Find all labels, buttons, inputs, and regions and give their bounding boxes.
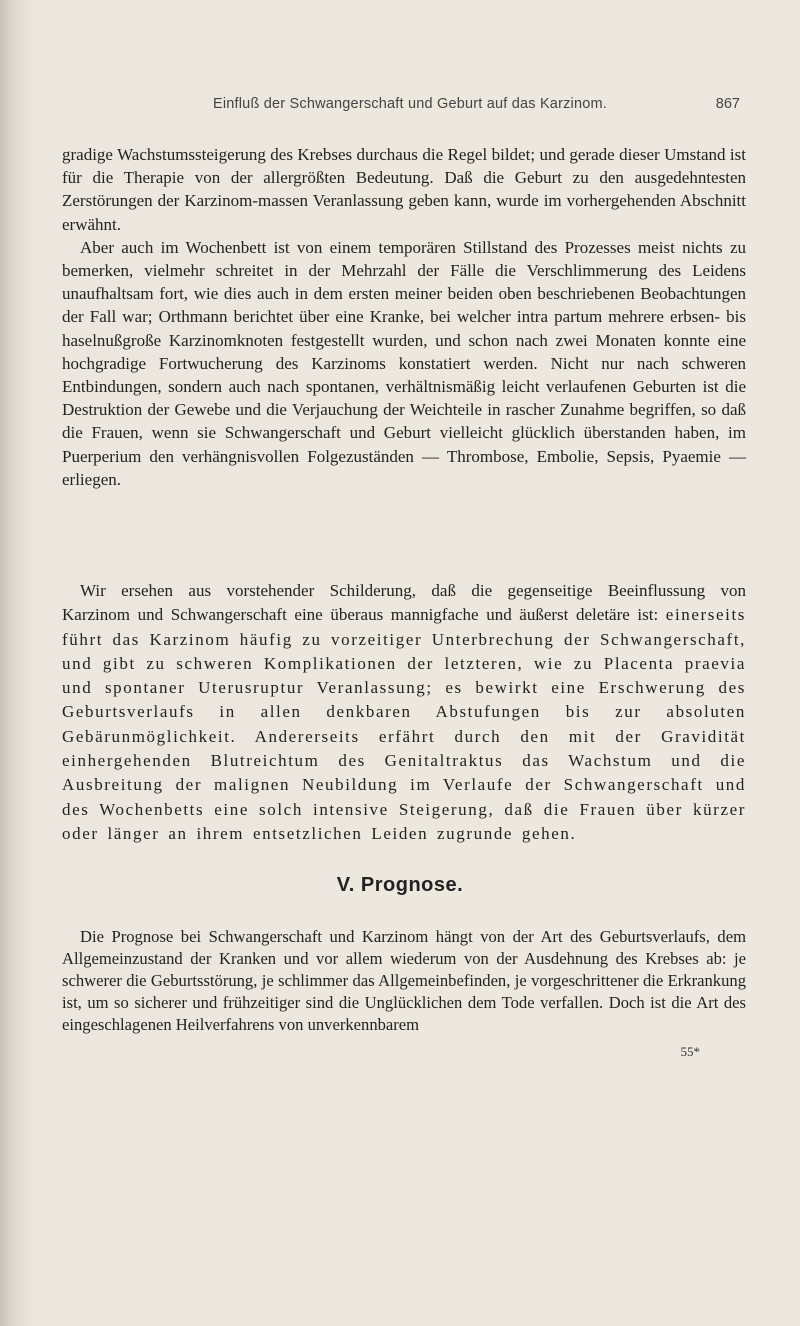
section-heading: V. Prognose. [336, 874, 464, 896]
text-block-prognose [62, 926, 746, 1036]
paragraph-prognose: Die Prognose bei Schwangerschaft und Karzinom hängt von der Art des Geburtsverlaufs, dem Allgemeinzustand der Kranken und vor allem wiederum von der Ausdehnung des Krebses ab: je schwerer die Geburtsstörung, je schlimmer das Allgemeinbefinden, je vorgeschrittener die Erkrankung ist, um so sicherer und frühzeitiger sind die Unglücklichen dem Tode verfallen. Doch ist die Art des eingeschlagenen Heilverfahrens von unverkennbarem [62, 927, 746, 1034]
paragraph-summary [62, 579, 746, 846]
text-block-continuation [62, 143, 746, 491]
paragraph-wochenbett: Aber auch im Wochenbett ist von einem temporären Stillstand des Prozesses meist nichts zu bemerken, vielmehr schreitet in der Mehrzahl der Fälle die Verschlimmerung des Leidens unaufhaltsam fort, wie dies auch in dem ersten meiner beiden oben beschriebenen Beobachtungen der Fall war; Orthmann berichtet über eine Kranke, bei welcher intra partum mehrere erbsen- bis haselnußgroße Karzinomknoten festgestellt wurden, und schon nach zwei Monaten konnte eine hochgradige Fortwucherung des Karzinoms konstatiert werden. Nicht nur nach schweren Entbindungen, sondern auch nach spontanen, verhältnismäßig leicht verlaufenen Geburten ist die Destruktion der Gewebe und die Verjauchung der Weichteile in rascher Zunahme begriffen, so daß die Frauen, wenn sie Schwangerschaft und Geburt vielleicht glücklich überstanden haben, im Puerperium den verhängnisvollen Folgezuständen — Thrombose, Embolie, Sepsis, Pyaemie — erliegen. [62, 237, 746, 489]
summary-lead: Wir ersehen aus vorstehender Schilderung, daß die gegenseitige Beeinflussung von Karzinom und Schwangerschaft eine überaus mannigfache und äußerst deletäre ist: [62, 581, 746, 625]
text-block-summary [62, 579, 746, 846]
paragraph-continuation: gradige Wachstumssteigerung des Krebses durchaus die Regel bildet; und gerade dieser Umstand ist für die Therapie von der allergrößten Bedeutung. Daß die Geburt zu den ausgedehntesten Zerstörungen der Karzinom-massen Veranlassung geben kann, wurde im vorhergehenden Abschnitt erwähnt. [62, 145, 746, 234]
page-number: 867 [715, 96, 740, 112]
signature-mark: 55* [680, 1044, 700, 1059]
running-title: Einfluß der Schwangerschaft und Geburt auf das Karzinom. [212, 96, 608, 112]
summary-spaced-emphasis: einerseits führt das Karzinom häufig zu vorzeitiger Unterbrechung der Schwangerschaft, und gibt zu schweren Komplikationen der letzteren, wie zu Placenta praevia und spontaner Uterusruptur Veranlassung; es bewirkt eine Erschwerung des Geburtsverlaufs in allen denkbaren Abstufungen bis zur absoluten Gebärunmöglichkeit. Andererseits erfährt durch den mit der Gravidität einhergehenden Blutreichtum des Genitaltraktus das Wachstum und die Ausbreitung der malignen Neubildung im Verlaufe der Schwangerschaft und des Wochenbetts eine solch intensive Steigerung, daß die Frauen über kürzer oder länger an ihrem entsetzlichen Leiden zugrunde gehen. [62, 605, 746, 843]
